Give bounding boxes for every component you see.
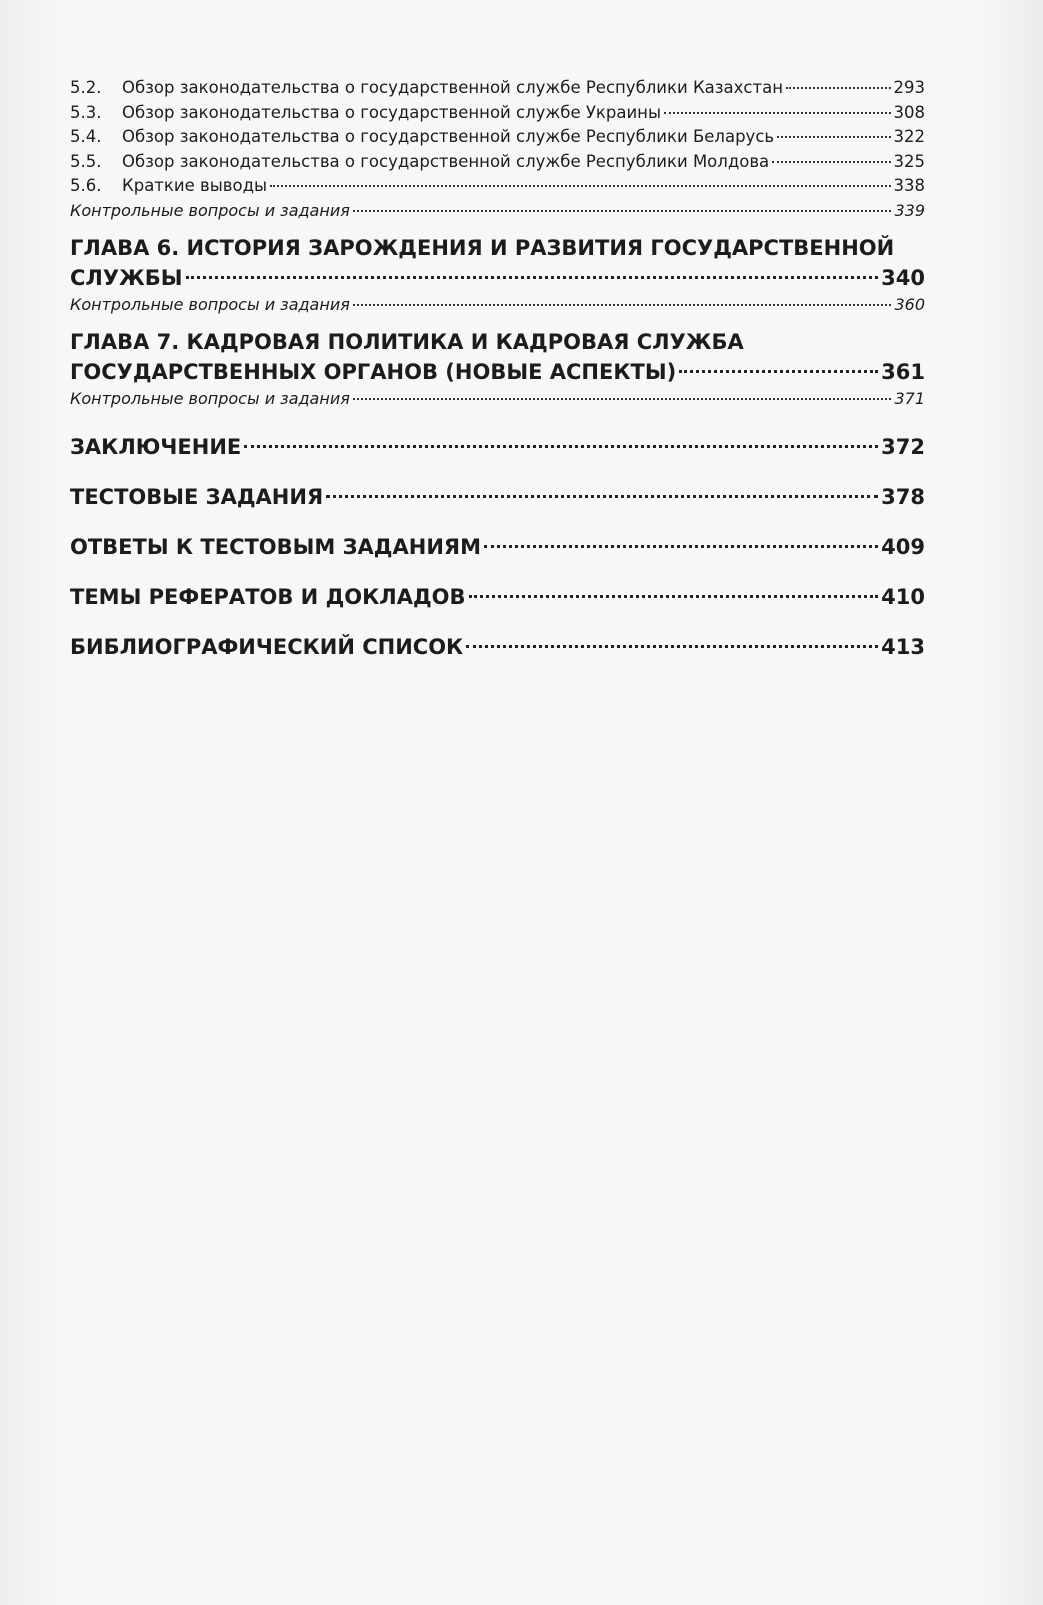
- toc-entry-tests[interactable]: [70, 482, 925, 512]
- page-number: 410: [881, 584, 925, 609]
- questions-title: Контрольные вопросы и задания: [70, 388, 350, 408]
- dot-leader: [186, 276, 879, 279]
- dot-leader: [244, 445, 878, 448]
- page-number: 322: [893, 127, 925, 146]
- entry-title: ТЕМЫ РЕФЕРАТОВ И ДОКЛАДОВ: [70, 584, 466, 609]
- section-title: Краткие выводы: [122, 176, 268, 195]
- dot-leader: [777, 136, 890, 138]
- page-number: 338: [893, 176, 925, 195]
- toc-entry-questions-7[interactable]: [70, 387, 925, 411]
- page-number: 360: [894, 294, 925, 314]
- toc-entry-chapter-7[interactable]: [70, 327, 925, 387]
- toc-entry-answers[interactable]: [70, 532, 925, 562]
- dot-leader: [353, 398, 892, 400]
- section-number: 5.6.: [70, 176, 102, 195]
- section-title: Обзор законодательства о государственной службе Республики Беларусь: [122, 127, 775, 146]
- questions-title: Контрольные вопросы и задания: [70, 294, 350, 314]
- section-title: Обзор законодательства о государственной службе Украины: [122, 102, 661, 122]
- dot-leader: [353, 304, 892, 306]
- page-number: 371: [894, 388, 925, 408]
- dot-leader: [353, 210, 892, 212]
- chapter-title-line1: ГЛАВА 7. КАДРОВАЯ ПОЛИТИКА И КАДРОВАЯ СЛУЖБА: [70, 329, 744, 354]
- page-number: 293: [893, 78, 925, 97]
- toc-entry-5-6[interactable]: [70, 174, 925, 199]
- chapter-title-line1: ГЛАВА 6. ИСТОРИЯ ЗАРОЖДЕНИЯ И РАЗВИТИЯ ГОСУДАРСТВЕННОЙ: [70, 235, 895, 260]
- entry-title: ТЕСТОВЫЕ ЗАДАНИЯ: [70, 484, 324, 509]
- dot-leader: [326, 495, 878, 498]
- page-number: 361: [881, 359, 925, 384]
- table-of-contents: [70, 76, 925, 662]
- questions-title: Контрольные вопросы и задания: [70, 200, 350, 220]
- page-number: 378: [881, 484, 925, 509]
- chapter-title-line2: ГОСУДАРСТВЕННЫХ ОРГАНОВ (НОВЫЕ АСПЕКТЫ): [70, 359, 677, 384]
- page-number: 372: [881, 434, 925, 459]
- dot-leader: [679, 370, 878, 373]
- page-number: 413: [881, 634, 925, 659]
- section-number: 5.2.: [70, 78, 102, 97]
- toc-entry-5-3[interactable]: [70, 101, 925, 126]
- dot-leader: [469, 595, 879, 598]
- chapter-title-line2: СЛУЖБЫ: [70, 265, 183, 290]
- toc-entry-chapter-6[interactable]: [70, 233, 925, 293]
- page-number: 325: [893, 151, 925, 171]
- entry-title: БИБЛИОГРАФИЧЕСКИЙ СПИСОК: [70, 634, 464, 659]
- toc-entry-bibliography[interactable]: [70, 632, 925, 662]
- page-number: 339: [894, 200, 925, 220]
- toc-entry-5-2[interactable]: [70, 76, 925, 101]
- dot-leader: [786, 87, 890, 89]
- section-number: 5.5.: [70, 151, 102, 171]
- page-number: 409: [881, 534, 925, 559]
- section-number: 5.4.: [70, 127, 102, 146]
- dot-leader: [466, 645, 878, 648]
- entry-title: ЗАКЛЮЧЕНИЕ: [70, 434, 242, 459]
- toc-entry-topics[interactable]: [70, 582, 925, 612]
- page-number: 340: [881, 265, 925, 290]
- bleed-through-title: [270, 738, 290, 798]
- section-title: Обзор законодательства о государственной службе Республики Казахстан: [122, 78, 784, 97]
- toc-entry-questions-6[interactable]: [70, 293, 925, 317]
- page-number: 308: [893, 102, 925, 122]
- section-number: 5.3.: [70, 102, 102, 122]
- toc-entry-conclusion[interactable]: [70, 432, 925, 462]
- toc-entry-questions-5[interactable]: [70, 199, 925, 223]
- entry-title: ОТВЕТЫ К ТЕСТОВЫМ ЗАДАНИЯМ: [70, 534, 481, 559]
- dot-leader: [664, 112, 891, 114]
- toc-entry-5-5[interactable]: [70, 150, 925, 175]
- section-title: Обзор законодательства о государственной службе Республики Молдова: [122, 151, 770, 171]
- dot-leader: [772, 161, 890, 163]
- dot-leader: [484, 545, 878, 548]
- dot-leader: [270, 185, 890, 187]
- toc-entry-5-4[interactable]: [70, 125, 925, 150]
